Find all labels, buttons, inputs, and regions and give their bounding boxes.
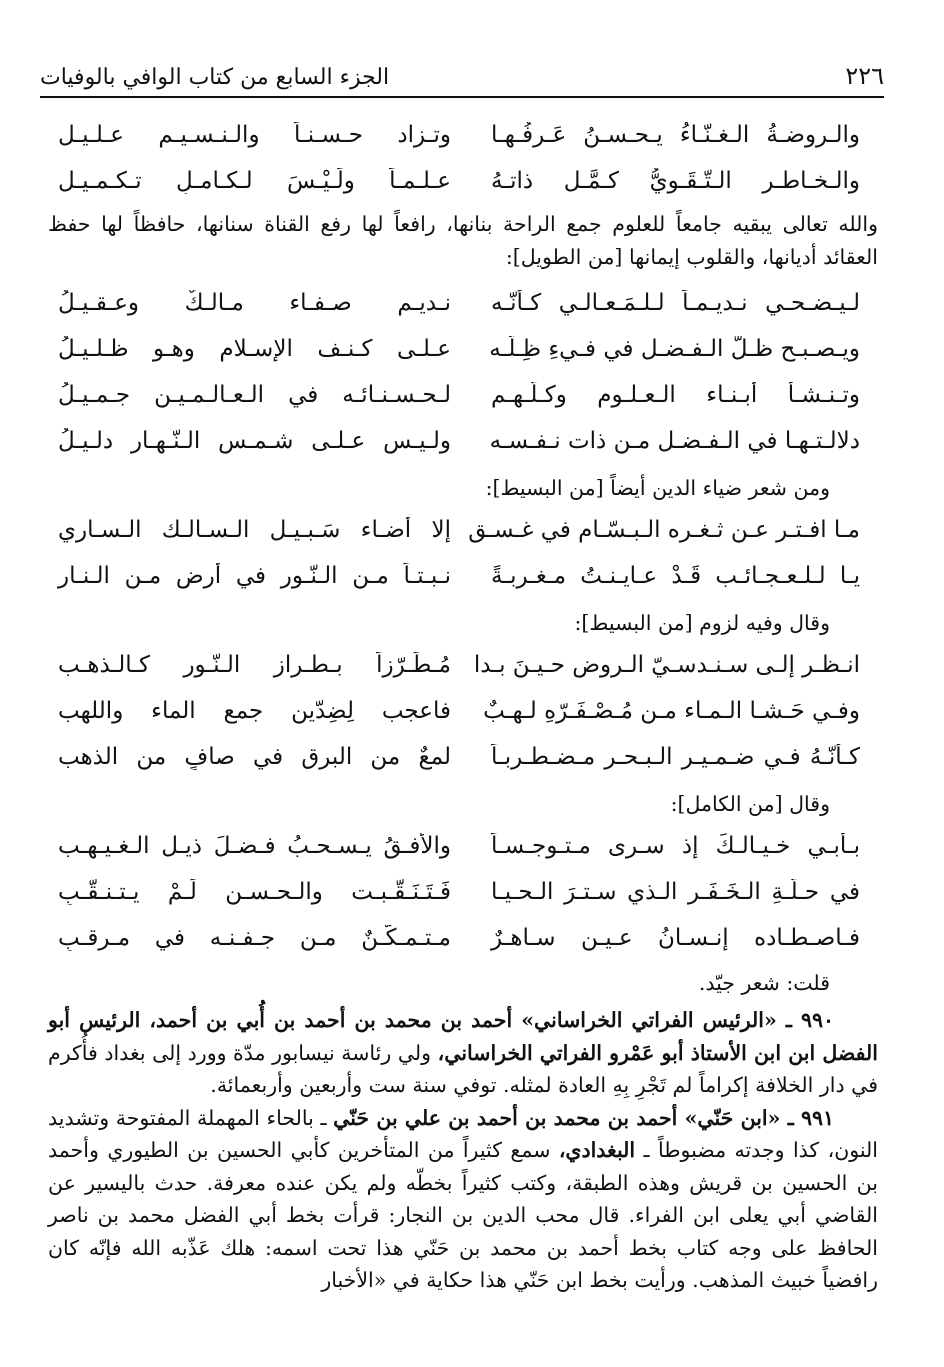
page-body bbox=[48, 112, 878, 1297]
verse bbox=[48, 418, 878, 464]
poem-intro: ومن شعر ضياء الدين أيضاً [من البسيط]: bbox=[485, 476, 830, 500]
verse bbox=[48, 869, 878, 915]
verse-first-hemistich: كـأنّـهُ فـي ضـمـيـر الـبـحـرِ مـضـطـربـاً bbox=[491, 744, 860, 770]
verse-second-hemistich: مـتـمـكّـنٌ مـن جـفـنـه في مـرقـبِ bbox=[58, 925, 451, 951]
prose-paragraph: والله تعالى يبقيه جامعاً للعلوم جمع الراحة بنانها، رافعاً لها رفع القناة سنانها، حافظاً لها حفظ العقائد أديانها، والقلوب إيمانها [من الطويل]: bbox=[48, 212, 878, 269]
verse bbox=[48, 734, 878, 780]
verse-second-hemistich: نـديـم صـفـاء مـالـكٌ وعـقـيـلُ bbox=[58, 290, 451, 316]
verse-first-hemistich: دلالـتـهـا في الـفـضـل مـن ذات نـفـسـه bbox=[489, 428, 860, 454]
verse-first-hemistich: ويـصـبـح ظـلُّ الـفـضـل في فـيءِ ظِـلّـه bbox=[489, 336, 860, 362]
verse bbox=[48, 372, 878, 418]
verse-second-hemistich: عـلـمـاً ولَـيْـسَ لـكـامـلٍ تـكـمـيـل bbox=[58, 168, 451, 194]
poem-5 bbox=[48, 823, 878, 961]
verse bbox=[48, 507, 878, 553]
poem-4 bbox=[48, 642, 878, 780]
entry-text: ـ بالحاء المهملة المفتوحة وتشديد النون، كذا وجدته مضبوطاً ـ bbox=[48, 1105, 878, 1162]
poem-3 bbox=[48, 507, 878, 599]
verse bbox=[48, 823, 878, 869]
verse-second-hemistich: نـبـتـاً مـن الـنّـورِ في أرضٍ مـن الـنـار bbox=[58, 563, 451, 589]
verse-second-hemistich: فاعجب لِضِدّينِ جمع الماء واللهب bbox=[58, 698, 451, 724]
poem-intro: وقال وفيه لزوم [من البسيط]: bbox=[574, 611, 830, 635]
verse-first-hemistich: بـأبـي خـيـالـكَ إذ سـرى مـتـوجـسـاً bbox=[491, 833, 860, 859]
biography-entry-990 bbox=[48, 1004, 878, 1102]
verse-first-hemistich: يـا لـلـعـجـائـب قَـدْ عـايـنـتُ مـغـربـةً bbox=[491, 563, 860, 589]
verse bbox=[48, 642, 878, 688]
verse bbox=[48, 553, 878, 599]
verse-second-hemistich: عـلـى كـنـف الإسـلام وهـو ظـلـيـلُ bbox=[58, 336, 451, 362]
biography-entry-991 bbox=[48, 1102, 878, 1297]
verdict-line: قلت: شعر جيّد. bbox=[698, 971, 830, 995]
poem-2 bbox=[48, 280, 878, 464]
verse bbox=[48, 915, 878, 961]
running-title: الجزء السابع من كتاب الوافي بالوفيات bbox=[40, 65, 390, 90]
page-header bbox=[40, 58, 884, 98]
verse-first-hemistich: في حـلّـةِ الـخَـفَـرِ الـذي سـتـرَ الـحـيـا bbox=[491, 879, 860, 905]
verse-first-hemistich: وتـنـشـأ أبـنـاء الـعـلـوم وكـلّـهـم bbox=[491, 382, 860, 408]
verse bbox=[48, 112, 878, 158]
verse-second-hemistich: ولـيـس عـلـى شـمـس الـنّـهـار دلـيـلُ bbox=[58, 428, 451, 454]
entry-heading: ٩٩١ ـ «ابن حَنّي» أحمد بن محمد بن أحمد بن علي بن حَنّي bbox=[333, 1105, 835, 1130]
verse-first-hemistich: لـيـضـحـي نـديـمـاً لـلـمَـعـالـي كـأنّـه bbox=[491, 290, 860, 316]
entry-text: ولي رئاسة نيسابور مدّة وورد إلى بغداد فأُكرم في دار الخلافة إكراماً لم تَجْرِ بِهِ العادة لمثله. توفي سنة ست وأربعين وأربعمائة. bbox=[48, 1040, 878, 1097]
verse-second-hemistich: إلا أضـاء سَـبـيـل الـسـالـك الـسـاري bbox=[58, 517, 451, 543]
entry-nisba: البغدادي، bbox=[558, 1138, 636, 1162]
verse-second-hemistich: لمعٌ من البرق في صافٍ من الذهب bbox=[58, 744, 451, 770]
verse-first-hemistich: انـظـر إلـى سـنـدسـيّ الـروضِ حـيـنَ بـدا bbox=[473, 652, 860, 678]
verse-second-hemistich: والأفـقُ يـسـحـبُ فـضـلَ ذيـل الـغـيـهـب bbox=[58, 833, 451, 859]
verse-first-hemistich: والـخـاطـر الـتّـقَـويُّ كـمَّـل ذاتـهُ bbox=[491, 168, 860, 194]
entry-heading: ٩٩٠ ـ «الرئيس الفراتي الخراساني» أحمد بن محمد بن أحمد بن أُبي بن أحمد، الرئيس أبو الفضل ابن ابن الأستاذ أبو عَمْرو الفراتي الخراساني، bbox=[48, 1008, 878, 1065]
verse-first-hemistich: فـاصـطـاده إنـسـانُ عـيـنٍ سـاهـرٌ bbox=[491, 925, 860, 951]
verse bbox=[48, 280, 878, 326]
verse bbox=[48, 326, 878, 372]
page-number: ٢٢٦ bbox=[845, 62, 884, 90]
entry-text: سمع كثيراً من المتأخرين كأبي الحسين بن الطيوري وأحمد بن الحسين بن قريش وهذه الطبقة، وكتب كثيراً بخطّه ولم يكن عنده معرفة. حدث باليسير عن القاضي أبي يعلى ابن الفراء. قال محب الدين بن النجار: قرأت بخط أبي الفضل محمد بن ناصر الحافظ على وجه كتاب بخط أحمد بن محمد بن حَنّي هذا تحت اسمه: هلك عَذّبه الله فإنّه كان رافضياً خبيث المذهب. ورأيت بخط ابن حَنّي هذا حكاية في «الأخبار bbox=[48, 1138, 878, 1292]
verse-second-hemistich: مُـطَـرّزاً بـطـراز الـنّـور كـالـذهـب bbox=[58, 652, 451, 678]
verse-first-hemistich: وفـي حَـشـا الـمـاء مـن مُـصْـفَـرّهِ لـهـبٌ bbox=[483, 698, 860, 724]
poem-intro: وقال [من الكامل]: bbox=[670, 792, 830, 816]
verse bbox=[48, 688, 878, 734]
verse bbox=[48, 158, 878, 204]
verse-second-hemistich: فَـتَـنَـقّـبـت والـحـسـن لَـمْ يـتـنـقّـبِ bbox=[58, 879, 451, 905]
verse-second-hemistich: لـحـسـنـائـه في الـعـالـمـيـن جـمـيـلُ bbox=[58, 382, 451, 408]
verse-second-hemistich: وتـزاد حـسـنـاً والـنـسـيـم عـلـيـل bbox=[58, 122, 451, 148]
verse-first-hemistich: والـروضـةُ الـغـنّـاءُ يـحـسـنُ عَـرفُـهـا bbox=[491, 122, 860, 148]
poem-1 bbox=[48, 112, 878, 204]
verse-first-hemistich: مـا افـتـر عـن ثـغـره الـبـسّـام في غـسـق bbox=[468, 517, 860, 543]
